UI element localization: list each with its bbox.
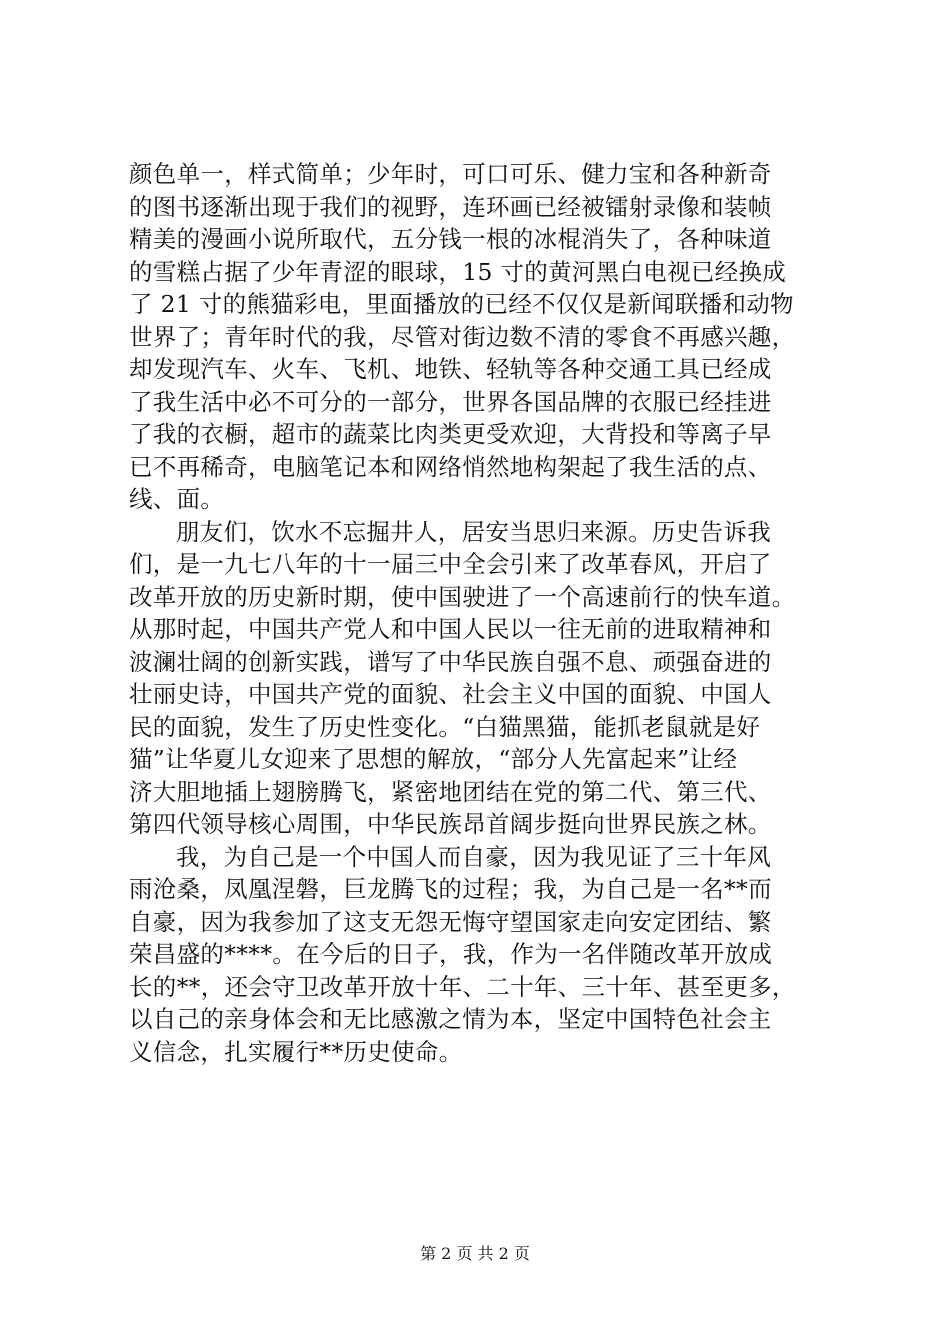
text-line: 波澜壮阔的创新实践，谱写了中华民族自强不息、顽强奋进的 (129, 647, 772, 676)
text-line: 第四代领导核心周围，中华民族昂首阔步挺向世界民族之林。 (129, 810, 772, 838)
paragraph-start-line: 朋友们，饮水不忘掘井人，居安当思归来源。历史告诉我 (176, 517, 771, 546)
text-line: 猫”让华夏儿女迎来了思想的解放，“部分人先富起来”让经 (129, 745, 738, 773)
text-line: 颜色单一，样式简单；少年时，可口可乐、健力宝和各种新奇 (129, 160, 772, 188)
text-line: 义信念，扎实履行**历史使命。 (129, 1037, 463, 1066)
text-line: 了 21 寸的熊猫彩电，里面播放的已经不仅仅是新闻联播和动物 (129, 290, 794, 318)
text-line: 雨沧桑，凤凰涅磐，巨龙腾飞的过程；我，为自己是一名**而 (129, 875, 772, 903)
text-line: 已不再稀奇，电脑笔记本和网络悄然地构架起了我生活的点、 (129, 452, 772, 481)
text-line: 以自己的亲身体会和无比感激之情为本，坚定中国特色社会主 (129, 1005, 772, 1033)
text-line: 荣昌盛的****。在今后的日子，我，作为一名伴随改革开放成 (129, 940, 773, 968)
text-line: 民的面貌，发生了历史性变化。“白猫黑猫，能抓老鼠就是好 (129, 712, 761, 741)
text-line: 的雪糕占据了少年青涩的眼球，15 寸的黄河黑白电视已经换成 (129, 257, 787, 286)
text-line: 们，是一九七八年的十一届三中全会引来了改革春风，开启了 (129, 550, 772, 578)
text-line: 长的**，还会守卫改革开放十年、二十年、三十年、甚至更多， (129, 972, 796, 1001)
page-footer (0, 1244, 950, 1264)
text-line: 精美的漫画小说所取代，五分钱一根的冰棍消失了，各种味道 (129, 225, 772, 253)
text-line: 线、面。 (129, 485, 225, 513)
document-body (129, 158, 849, 1068)
text-line: 了我的衣橱，超市的蔬菜比肉类更受欢迎，大背投和等离子早 (129, 420, 772, 448)
text-line: 从那时起，中国共产党人和中国人民以一往无前的进取精神和 (129, 615, 772, 643)
text-line: 济大胆地插上翅膀腾飞，紧密地团结在党的第二代、第三代、 (129, 777, 772, 806)
text-line: 世界了；青年时代的我，尽管对街边数不清的零食不再感兴趣， (129, 322, 796, 351)
text-line: 自豪，因为我参加了这支无怨无悔守望国家走向安定团结、繁 (129, 907, 772, 936)
text-line: 改革开放的历史新时期，使中国驶进了一个高速前行的快车道。 (129, 582, 796, 611)
text-line: 的图书逐渐出现于我们的视野，连环画已经被镭射录像和装帧 (129, 192, 772, 221)
paragraph-start-line: 我，为自己是一个中国人而自豪，因为我见证了三十年风 (176, 842, 771, 871)
text-line: 壮丽史诗，中国共产党的面貌、社会主义中国的面貌、中国人 (129, 680, 772, 708)
text-line: 了我生活中必不可分的一部分，世界各国品牌的衣服已经挂进 (129, 387, 772, 416)
text-line: 却发现汽车、火车、飞机、地铁、轻轨等各种交通工具已经成 (129, 355, 772, 383)
page-number: 第 2 页 共 2 页 (420, 1244, 530, 1263)
